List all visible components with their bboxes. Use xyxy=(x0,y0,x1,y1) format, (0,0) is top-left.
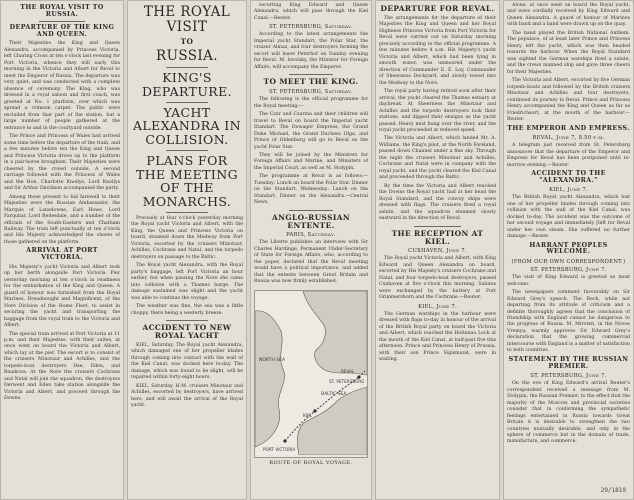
article-paragraph: His Majesty's yacht Victoria and Albert took up her berth alongside Port Victoria Pier yesterday morning at ten o'clock in readiness for the embarkation of the King and Queen. A guard of honour was furnished from the Royal Marines, Dreadnought and Magnificent, of the Nore Division of the Home Fleet, to assist in securing the yacht and transporting the baggage from the royal train to the Victoria and Albert. xyxy=(4,264,120,329)
divider xyxy=(166,150,208,151)
clipping-emperor-and-premier xyxy=(503,0,634,500)
article-paragraph: The Liberte publishes an interview with Sir Charles Hardinge, Permanent Under-Secretary of State for Foreign Affairs, who, according to the paper, declared that the Reval meeting would have a political importance, and added that the entente between Great Britain and Russia was now firmly established. xyxy=(254,240,368,285)
dateline: KIEL, June 7. xyxy=(549,187,588,194)
dateline: REVAL, June 7, 8.50 p.m. xyxy=(532,135,605,142)
article-paragraph: According to the latest arrangements the Imperial yacht Standart, the Polar Star, the cruiser Almaz, and four destroyers forming the escort will leave Peterhof on Sunday evening for Reval. M. Isvolsky, the Minister for Foreign Affairs, will accompany the Emperor. xyxy=(254,32,368,70)
kiel-marker xyxy=(313,409,316,412)
map-label-reval: REVAL xyxy=(341,368,355,374)
article-paragraph: The visit of King Edward is greeted as most welcome. xyxy=(507,275,630,287)
article-paragraph: The royal party having retired soon after their arrival, the yacht cleared the Thames estuary at daybreak. At Sheerness the Minotaur and Achilles and the torpedo destroyers took their stations, and dipped their ensigns as the yacht passed. Heavy mist hung over the river, and the royal yacht proceeded at reduced speed. xyxy=(379,89,496,133)
divider xyxy=(166,212,208,213)
column-title: THE ROYAL VISIT TO RUSSIA. xyxy=(20,4,104,18)
article-paragraph: KIEL, Saturday. H.M. cruisers Minotaur and Achilles, escorted by destroyers, have arrived here, and will await the arrival of the Royal yacht. xyxy=(131,383,243,408)
headline: YACHT ALEXANDRA IN COLLISION. xyxy=(133,104,241,148)
headline: PLANS FOR THE MEETING OF THE MONARCHS. xyxy=(136,152,238,210)
article-paragraph: Among those present to bid farewell to their Majesties were the Russian Ambassador, the Marquis of Lansdowne, Earl Howe, Lord Farquhar, Lord Redesdale, and a number of the officials of the South-Eastern and Chatham Railway. The train left punctually at ten o'clock and His Majesty acknowledged the cheers of those gathered on the platform. xyxy=(4,194,120,245)
divider xyxy=(39,21,85,22)
map-label-north-sea: NORTH SEA xyxy=(259,357,286,363)
byline: (FROM OUR OWN CORRESPONDENT.) xyxy=(511,259,626,266)
route-map-drawing xyxy=(255,291,367,455)
article-paragraph: The Royal yacht Alexandra, with the Royal party's baggage, left Port Victoria an hour earlier, but when passing the Nore she came into collision with a Thames barge. The damage sustained was slight and the yacht was able to continue the voyage. xyxy=(131,263,243,301)
headline-line: THE ROYAL VISIT xyxy=(143,4,231,36)
sub-heading: THE RECEPTION AT KIEL. xyxy=(391,228,484,246)
route-map xyxy=(254,290,368,458)
article-paragraph: The band played the British National Anthem. The populace, of at least later Prince and Princess Henry left the yacht, which was then headed towards the harbour. When the Royal Standard was sighted the German warships fired a salute, and the crews manned ship and gave three cheers for their Majesties. xyxy=(507,30,630,75)
article-paragraph: Alone, at once went on board the Royal yacht, and were cordially received by King Edward and Queen Alexandra. A guard of honour of Marines with band and a band were drawn up on the quay. xyxy=(507,3,630,28)
dateline: ST. PETERSBURG, Saturday. xyxy=(269,24,353,31)
article-paragraph: The Prince and Princess of Wales had arrived some time before the departure of the train, and a few minutes before ten the King and Queen and Princess Victoria drove up to the platform in a pair-horse brougham. Their Majesties were cheered by the crowd outside. A second carriage followed with the Princess of Wales and the Hon. Charlotte Knollys. Lord Knollys and Sir Arthur Davidson accompanied the party. xyxy=(4,134,120,192)
sub-heading: DEPARTURE OF THE KING AND QUEEN. xyxy=(9,24,115,38)
clipping-kings-departure xyxy=(127,0,247,500)
map-label-port-victoria: PORT VICTORIA xyxy=(263,446,296,452)
article-paragraph: The Victoria and Albert, escorted by five German torpedo-boats and followed by the British cruisers Minotaur and Achilles and four destroyers, continued its journey to Reval. Prince and Princess Henry accompanied the King and Queen as far as Friedrichsort, at the mouth of the harbour.—Reuter. xyxy=(507,78,630,123)
article-paragraph: The following is the official programme for the Royal meeting:— xyxy=(254,97,368,109)
headline-line: RUSSIA. xyxy=(156,47,218,64)
sub-heading: STATEMENT BY THE RUSSIAN PREMIER. xyxy=(508,355,629,370)
article-paragraph: The Victoria and Albert, which landed Mr. A. Williams, the King's pilot, at the North Foreland, passed down Channel under a fine sky. Through the night the cruisers Minotaur and Achilles, Cochrane and Natal were in company with the royal yacht, and the yacht cleared the Kiel Canal and proceeded through the Baltic. xyxy=(379,136,496,181)
article-paragraph: Precisely at four o'clock yesterday morning the Royal yacht Victoria and Albert, with the King, the Queen and Princess Victoria on board, steamed down the Medway from Port Victoria, escorted by the cruisers Minotaur, Achilles, Cochrane and Natal, and the torpedo destroyers on passage to the Baltic. xyxy=(131,215,243,260)
clipping-royal-visit-departure xyxy=(0,0,124,500)
article-paragraph: KIEL, Saturday. The Royal yacht Alexandra, which damaged one of her propeller blades through coming into contact with the wall of the Kiel Canal, was docked here to-day. The damage, which was found to be slight, will be repaired within forty-eight hours. xyxy=(131,342,243,381)
article-paragraph: The special train arrived at Port Victoria at 11 p.m. and their Majesties, with their suites, at once went on board the Victoria and Albert, which lay at the pier. The escort is to consist of the cruisers Minotaur and Achilles, and the torpedo-boat destroyers Dee, Eden, and Boadicea. At the Nore the cruisers Cochrane and Natal will join the squadron, the destroyers Derwent and Eden take station alongside the Victoria and Albert, and proceed through the Downs. xyxy=(4,331,120,402)
dateline: ST. PETERSBURG, June 7. xyxy=(530,267,607,274)
article-paragraph: The Royal yacht Victoria and Albert, with King Edward and Queen Alexandra on board, escorted by His Majesty's cruisers Cochrane and Natal, and four torpedo-boat destroyers, passed Cuxhaven at five o'clock this morning. Salutes were exchanged by the battery at Fort Grimmershorn and the Cochrane.—Reuter. xyxy=(379,256,496,301)
article-paragraph: The newspapers comment favourably on Sir Edward Grey's speech. The Rech, while not departing from its attitude of criticism and a definite thoroughly agrees that the conclusion of friendship with England cannot be dangerous to the progress of Russia. M. Miroten, in the Novoe Vremya, warmly approves Sir Edward Grey's declaration that the growing commercial intercourse with England is a matter of satisfaction to both countries. xyxy=(507,290,630,354)
article-paragraph: The Czar and Czarina and their children will travel to Reval on board the Imperial yacht Standart. The Dowager Empress, the Grand Duke Michael, the Grand Duchess Olga, and Prince of Oldenburg will go to Reval on the yacht Polar Star. xyxy=(254,112,368,150)
article-paragraph: A telegram just received from St. Petersburg announces that the departure of the Emperor and Empress for Reval has been postponed until to-morrow evening.—Reuter. xyxy=(507,143,630,168)
map-label-baltic: BALTIC SEA xyxy=(321,391,347,397)
dateline: KIEL, June 7. xyxy=(418,303,457,310)
port-victoria-marker xyxy=(283,439,286,442)
dateline: ST. PETERSBURG, Saturday. xyxy=(269,89,353,96)
sub-heading: ACCIDENT TO THE "ALEXANDRA." xyxy=(531,170,606,184)
archive-stamp: 29/1819 xyxy=(600,487,626,494)
divider xyxy=(166,67,208,68)
divider xyxy=(289,210,333,211)
dateline: CUXHAVEN, June 7. xyxy=(408,248,467,255)
article-paragraph: The programme at Reval is as follows:— Tuesday: Lunch on board the Polar Star. Dinner on the Standart. Wednesday: Lunch on the Standart. Dinner on the Alexandra.—Central News. xyxy=(254,174,368,206)
divider xyxy=(166,102,208,103)
article-paragraph: The British Royal yacht Alexandra, which lost one of her propeller blades through coming into collision with the wall of the Kiel Canal, was docked to-day. The accident was the outcome of her second voyage and immediately [left for Reval under her own steam. She suffered no further damage.—Reuter. xyxy=(507,195,630,240)
clipping-departure-for-reval xyxy=(375,0,500,500)
article-paragraph: Their Majesties the King and Queen Alexandra, accompanied by Princess Victoria, left Charing Cross at ten o'clock last evening for Port Victoria, whence they will early this morning in the Victoria and Albert for Reval to meet the Emperor of Russia. The departure was very quiet, and was conducted with a complete absence of ceremony. The King, who was dressed in a royal saloon and first coach, was greeted at No. 1 platform, over which was spread a crimson carpet. The public were excluded from that part of the station, but a large number of people gathered at the entrance to and in the courtyard outside. xyxy=(4,41,120,131)
sub-heading: TO MEET THE KING. xyxy=(263,77,359,87)
dateline: PARIS, Saturday. xyxy=(286,232,336,239)
article-paragraph: escorting King Edward and Queen Alexandra, which will pass through the Kiel Canal.—Reuter. xyxy=(254,3,368,21)
map-caption: ROUTE OF ROYAL VOYAGE. xyxy=(269,459,353,466)
article-paragraph: The German warships in the harbour were dressed with flags to-day in honour of the arrival of the British Royal party on board the Victoria and Albert, which reached the Holtenau Lock at the mouth of the Kiel Canal, at half-past five this afternoon. Prince and Princess Henry of Prussia, with their son Prince Sigismund, were in waiting. xyxy=(379,311,496,363)
sub-heading: DEPARTURE FOR REVAL. xyxy=(380,4,495,13)
sub-heading: ANGLO-RUSSIAN ENTENTE. xyxy=(271,212,351,230)
article-paragraph: They will be joined by the Ministers for Foreign Affairs and Marine, and Ministers of the Imperial Court, as well as M. Stolypin. xyxy=(254,153,368,171)
sub-heading: ARRIVAL AT PORT VICTORIA. xyxy=(26,247,98,262)
article-paragraph: The weather was fine, the sea was a little choppy, there being a westerly breeze. xyxy=(131,304,243,316)
divider xyxy=(166,320,208,321)
headline: KING'S DEPARTURE. xyxy=(141,70,232,99)
divider xyxy=(289,74,333,75)
article-paragraph: On the eve of King Edward's arrival Reuter's correspondent received a message from M. Stolypin, the Russian Premier, to the effect that the majority of the Moscow and provincial societies consider that in conforming the sympathetic feelings entertained in Russia towards Great Britain it is desirable to strengthen the two countries mutually desirable, and only in the sphere of commerce but in the domain of trade, manufacture, and commerce. xyxy=(507,381,630,445)
map-label-kiel: KIEL xyxy=(303,412,312,418)
sub-heading: ACCIDENT TO NEW ROYAL YACHT xyxy=(142,323,232,340)
clipping-st-petersburg xyxy=(250,0,372,500)
sub-heading: THE EMPEROR AND EMPRESS. xyxy=(507,124,630,132)
divider xyxy=(414,226,461,227)
article-paragraph: By the time the Victoria and Albert reached the Downs the Royal yacht had at her head the Royal Standard, and the convoy ships were dressed with flags. The cruisers fired a royal salute, and the squadron steamed slowly eastward in the direction of Reval. xyxy=(379,183,496,222)
sub-heading: HARRANT PEOPLES WELCOME. xyxy=(529,241,608,256)
headline-line: TO xyxy=(180,37,194,47)
map-label-st-petersburg: ST. PETERSBURG xyxy=(329,378,365,384)
dateline: ST. PETERSBURG, June 7. xyxy=(530,373,607,380)
article-paragraph: The arrangements for the departure of their Majesties the King and Queen and her Royal Highness Princess Victoria from Port Victoria for Reval were carried out on Saturday morning precisely according to the official programme. A few minutes before 4 a.m. His Majesty's yacht Victoria and Albert, which had been lying in smooth water, was unmoored under the direction of Commander E. E. Loy, Commander of Sheerness Dockyard, and slowly towed into the Medway to the Nore. xyxy=(379,15,496,86)
